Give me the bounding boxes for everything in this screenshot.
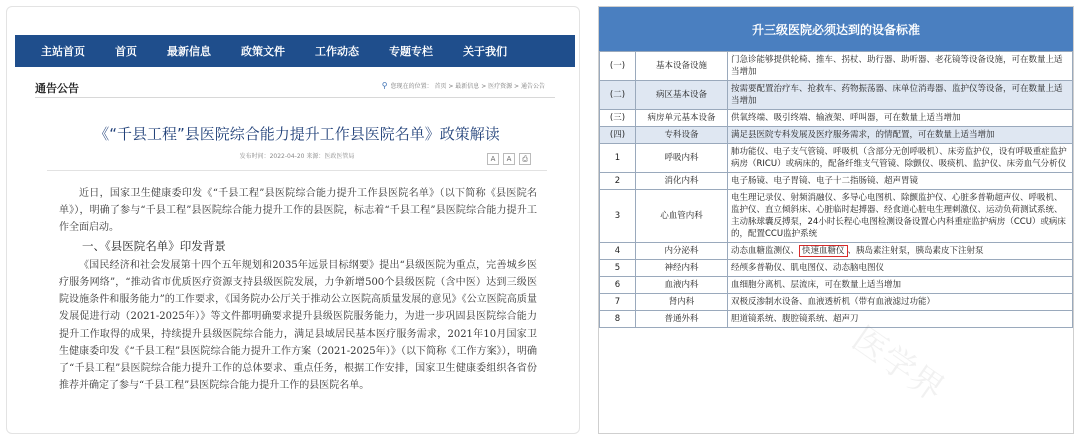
row-content: 双极反渗制水设备、血液透析机（带有血液滤过功能） [728,294,1073,311]
row-category: 基本设备设施 [636,52,728,81]
row-category: 神经内科 [636,260,728,277]
row-content: 电生理记录仪、射频消融仪、多导心电图机、除颤监护仪、心脏多普勒超声仪、呼吸机、监护仪、直立倾斜床、心脏临时起搏器、经食道心脏电生理刺激仪、运动负荷测试系统、主动脉球囊反搏泵，24小时长程心电图检测设备设置心内科重症监护病房（CCU）或病床的，配置CCU监护系统 [728,190,1073,243]
row-number: 3 [600,190,636,243]
row-number: (四) [600,127,636,144]
table-row [600,173,1073,190]
row-category: 普通外科 [636,311,728,328]
row-number: (二) [600,81,636,110]
content-text: 动态血糖监测仪、 [731,246,800,256]
table-row [600,311,1073,328]
nav-item-home[interactable]: 首页 [115,45,137,58]
table-title: 升三级医院必须达到的设备标准 [599,7,1073,51]
table-row [600,277,1073,294]
table-row [600,52,1073,81]
table-row [600,81,1073,110]
row-content: 胆道镜系统、腹腔镜系统、超声刀 [728,311,1073,328]
row-content: 经颅多普勒仪、肌电图仪、动态脑电图仪 [728,260,1073,277]
nav-item-special[interactable]: 专题专栏 [389,45,433,58]
watermark: 医学界 [844,318,952,411]
row-number: (三) [600,110,636,127]
row-content: 肺功能仪、电子支气管镜、呼吸机（含部分无创呼吸机）、床旁监护仪，设有呼吸重症监护病房（RICU）或病床的，配备纤维支气管镜、除颤仪、吸痰机、监护仪、床旁血气分析仪 [728,144,1073,173]
nav-item-policy[interactable]: 政策文件 [241,45,285,58]
highlighted-item: 快速血糖仪 [799,245,848,257]
row-category: 肾内科 [636,294,728,311]
row-content: 供氧终端、吸引终端、输液架、呼叫器，可在数量上适当增加 [728,110,1073,127]
table-row [600,294,1073,311]
font-decrease-icon[interactable]: A [503,153,515,165]
content-text: 、胰岛素注射泵，胰岛素皮下注射泵 [847,246,984,256]
divider [35,97,555,98]
row-number: (一) [600,52,636,81]
divider [47,170,547,171]
row-category: 专科设备 [636,127,728,144]
nav-item-latest[interactable]: 最新信息 [167,45,211,58]
equipment-table [599,51,1073,328]
breadcrumb-text[interactable]: 您现在的位置： 首页 > 最新信息 > 医疗资源 > 通告公告 [390,83,545,90]
breadcrumb [382,81,545,90]
row-category: 内分泌科 [636,243,728,260]
row-number: 7 [600,294,636,311]
row-content: 血细胞分离机、层流床，可在数量上适当增加 [728,277,1073,294]
paragraph: 近日，国家卫生健康委印发《“千县工程”县医院综合能力提升工作县医院名单》（以下简称《县医院名单》），明确了参与“千县工程”县医院综合能力提升工作的县医院，标志着“千县工程”县医院综合能力提升工作全面启动。 [59,188,537,234]
table-row [600,260,1073,277]
row-number: 5 [600,260,636,277]
row-number: 1 [600,144,636,173]
row-content: 电子肠镜、电子胃镜、电子十二指肠镜、超声胃镜 [728,173,1073,190]
row-number: 8 [600,311,636,328]
row-category: 病区基本设备 [636,81,728,110]
article-meta: 发布时间：2022-04-20 来源：医政医管局 [239,153,355,160]
table-row [600,243,1073,260]
row-category: 血液内科 [636,277,728,294]
font-increase-icon[interactable]: A [487,153,499,165]
row-number: 6 [600,277,636,294]
row-content [728,243,1073,260]
article-body [59,185,537,394]
row-category: 心血管内科 [636,190,728,243]
row-category: 病房单元基本设备 [636,110,728,127]
row-category: 呼吸内科 [636,144,728,173]
row-content: 满足县医院专科发展及医疗服务需求，的情配置，可在数量上适当增加 [728,127,1073,144]
article-title: 《“千县工程”县医院综合能力提升工作县医院名单》政策解读 [94,125,500,143]
print-icon[interactable]: ⎙ [519,153,531,165]
paragraph: 《国民经济和社会发展第十四个五年规划和2035年远景目标纲要》提出“县级医院为重点，完善城乡医疗服务网络”，“推动省市优质医疗资源支持县级医院发展，力争新增500个县级医院（含中医）达到三级医院设施条件和服务能力”的工作要求，《国务院办公厅关于推动公立医院高质量发展的意见》《公立医院高质量发展促进行动（2021-2025年）》等文件都明确要求提升县级医院服务能力，为进一步巩固县医院综合能力提升工作取得的成果，持续提升县级医院综合能力，满足县域居民基本医疗服务需求，2021年10月国家卫生健康委印发《“千县工程”县医院综合能力提升工作方案（2021-2025年）》（以下简称《工作方案》），明确了“千县工程”县医院综合能力提升工作的总体要求、重点任务，根据工作安排，国家卫生健康委组织各省份推荐并确定了参与“千县工程”县医院综合能力提升工作的县医院名单。 [59,259,537,392]
article-panel [6,6,580,434]
equipment-standards-panel [598,6,1074,434]
section-title: 通告公告 [35,82,79,95]
row-number: 2 [600,173,636,190]
nav-item-main-home[interactable]: 主站首页 [41,45,85,58]
nav-bar [15,35,575,67]
row-category: 消化内科 [636,173,728,190]
table-row [600,190,1073,243]
nav-item-work-news[interactable]: 工作动态 [315,45,359,58]
table-row [600,144,1073,173]
section-heading: 一、《县医院名单》印发背景 [82,238,226,253]
location-pin-icon: ⚲ [381,81,388,90]
table-row [600,110,1073,127]
nav-item-about[interactable]: 关于我们 [463,45,507,58]
row-number: 4 [600,243,636,260]
table-row [600,127,1073,144]
article-tools [487,153,531,165]
row-content: 按需要配置治疗车、抢救车、药物振荡器、床单位消毒器、监护仪等设备，可在数量上适当增加 [728,81,1073,110]
row-content: 门急诊能够提供轮椅、推车、拐杖、助行器、助听器、老花镜等设备设施，可在数量上适当增加 [728,52,1073,81]
